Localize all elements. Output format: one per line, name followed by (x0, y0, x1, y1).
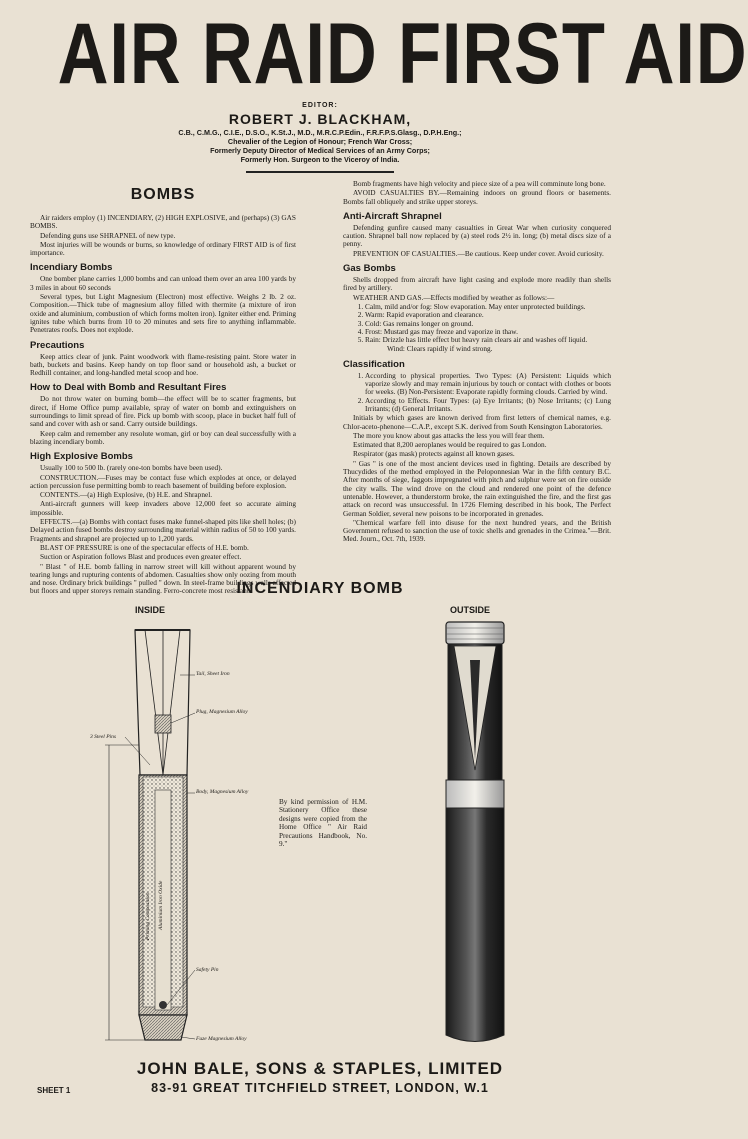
bombs-column (30, 186, 296, 597)
paragraph: WEATHER AND GAS.—Effects modified by weather as follows:— (353, 292, 555, 302)
credentials-line: Chevalier of the Legion of Honour; French War Cross; (227, 137, 413, 146)
section-heading: Gas Bombs (343, 263, 396, 275)
editor-name: ROBERT J. BLACKHAM, (228, 111, 412, 127)
tail-cap (446, 622, 504, 644)
list-item: 2. Warm: Rapid evaporation and clearance. (365, 311, 611, 319)
steel-pins-annotation: 3 Steel Pins (90, 734, 116, 740)
paragraph: Air raiders employ (1) INCENDIARY, (2) HIGH EXPLOSIVE, and (perhaps) (3) GAS BOMBS. (30, 213, 296, 231)
safety-pin-icon (159, 1001, 167, 1009)
outside-bomb-illustration (440, 620, 510, 1050)
tail-fins (135, 630, 190, 775)
paragraph: Most injuries will be wounds or burns, so knowledge of ordinary FIRST AID is of first importance. (30, 239, 296, 258)
paragraph: Defending gunfire caused many casualties in Great War when curiosity conquered caution. Shrapnel ball now replaced by (a) steel rods 2½ in. long; (b) metal discs size of a penny. (343, 222, 611, 249)
paragraph: The more you know about gas attacks the less you will fear them. (353, 430, 545, 440)
fuze (139, 1015, 187, 1040)
section-heading: High Explosive Bombs (30, 451, 133, 463)
section-heading: Precautions (30, 339, 85, 351)
list-item: 3. Cold: Gas remains longer on ground. (365, 320, 611, 328)
publisher-address: 83-91 GREAT TITCHFIELD STREET, LONDON, W.1 (151, 1081, 489, 1095)
paragraph: Shells dropped from aircraft have light casing and explode more readily than shells fired by artillery. (343, 275, 611, 293)
classification-list (365, 372, 611, 413)
inside-bomb-diagram (95, 615, 265, 1055)
list-item: 4. Frost: Mustard gas may freeze and vaporize in thaw. (365, 328, 611, 336)
plug (155, 715, 171, 733)
paragraph: Respirator (gas mask) protects against all known gases. (353, 449, 515, 459)
tail-annotation: Tail, Sheet Iron (196, 671, 230, 677)
inside-label: INSIDE (134, 605, 165, 615)
fuze-annotation: Fuze Magnesium Alloy (196, 1036, 247, 1042)
section-heading: Classification (343, 358, 405, 370)
paragraph: BLAST OF PRESSURE is one of the spectacular effects of H.E. bomb. (40, 542, 249, 552)
paragraph: Usually 100 to 500 lb. (rarely one-ton bombs have been used). (40, 463, 223, 473)
paragraph: CONSTRUCTION.—Fuses may be contact fuse which explodes at once, or delayed action percussion fuse permitting bomb to reach basement of building before explosion. (30, 472, 296, 490)
permission-note: By kind permission of H.M. Stationery Office these designs were copied from the Home Office " Air Raid Precautions Handbook, No. 9." (279, 798, 367, 849)
aluminium-annotation: Aluminium Iron Oxide (158, 880, 164, 930)
paragraph: One bomber plane carries 1,000 bombs and can unload them over an area 100 yards by 3 miles in about 60 seconds (30, 274, 296, 292)
sheet-number: SHEET 1 (37, 1086, 71, 1095)
paragraph: AVOID CASUALTIES BY.—Remaining indoors on ground floors or basements. Bombs fall obliquely and strike upper storeys. (343, 188, 611, 206)
list-item: 1. Calm, mild and/or fog: Slow evaporation. May enter unprotected buildings. (365, 303, 611, 311)
paragraph: " Blast " of H.E. bomb falling in narrow street will kill without apparent wound by tearing lungs and rupturing contents of abdomen. Casualties show only oozing from mouth and nose. Ordinary brick buildings " pulled " down. In steel-frame buildings walls affected but floors and upper storeys remain standing. Ferro-concrete most resistant. (30, 561, 296, 596)
weather-list (365, 303, 611, 344)
paragraph: Anti-aircraft gunners will keep invaders above 12,000 feet so accurate aiming impossible. (30, 499, 296, 517)
credentials-line: C.B., C.M.G., C.I.E., D.S.O., K.St.J., M.D., M.R.C.P.Edin., F.R.F.P.S.Glasg., D.P.H.Eng.; (178, 128, 462, 137)
paragraph: Defending guns use SHRAPNEL of new type. (40, 230, 176, 240)
paragraph: " Gas " is one of the most ancient devices used in fighting. Details are described by Thucydides of the method employed in the Peloponnesian War in the fifth century B.C. After months of siege, faggots impregnated with pitch and sulphur were set on fire outside the city walls. The wind drove on the cloud and rendered one point of the defence untenable. However, a thunderstorm broke, the rain extinguished the fire, and the first gas attack on record was unsuccessful. In 1726 Fleming described in his book, The Perfect German Soldier, several new poisons to be incorporated in grenades. (343, 458, 611, 518)
publisher-name: JOHN BALE, SONS & STAPLES, LIMITED (136, 1059, 504, 1078)
credentials-line: Formerly Deputy Director of Medical Services of an Army Corps; (210, 146, 430, 155)
credentials-line: Formerly Hon. Surgeon to the Viceroy of India. (240, 155, 400, 164)
diagram-title: INCENDIARY BOMB (236, 580, 404, 597)
section-heading: How to Deal with Bomb and Resultant Fires (30, 382, 227, 394)
bombs-heading: BOMBS (130, 186, 196, 203)
body-band (446, 780, 504, 808)
list-item: 2. According to Effects. Four Types: (a) Eye Irritants; (b) Nose Irritants; (c) Lung Irritants; (d) General Irritants. (365, 397, 611, 414)
paragraph: Bomb fragments have high velocity and piece size of a pea will comminute long bone. (353, 179, 606, 188)
plug-annotation: Plug, Magnesium Alloy (196, 709, 248, 715)
paragraph: "Chemical warfare fell into disuse for the next hundred years, and the British Government refused to sanction the use of toxic shells and grenades in the Crimea."—Brit. Med. Journ., Oct. 7th, 1939. (343, 517, 611, 544)
header-rule (246, 171, 394, 173)
paragraph: Several types, but Light Magnesium (Electron) most effective. Weighs 2 lb. 2 oz. Composition.—Thick tube of magnesium alloy filled with thermite (a mixture of iron oxide and aluminium, combustion of which forms molten iron). Igniter either end. Priming ignites tube which burns from 10 to 20 minutes and sets fire to anything inflammable. Penetrates roofs. Does not explode. (30, 292, 296, 335)
paragraph: Do not throw water on burning bomb—the effect will be to scatter fragments, but direct, if Home Office pump available, spray of water on bomb and extinguishers on surroundings to limit spread of fire. Pick up bomb with scoop, place in bucket half full of sand and cover with ash or sand. Carry outside buildings. (30, 394, 296, 429)
list-item: 1. According to physical properties. Two Types: (A) Persistent: Liquids which vaporize slowly and may remain injurious by touch or contact with clothes or boots for weeks. (B) Non-Persistent: Evaporate rapidly forming clouds. Carried by wind. (365, 372, 611, 397)
paragraph: Wind: Clears rapidly if wind strong. (387, 344, 493, 354)
paragraph: Keep attics clear of junk. Paint woodwork with flame-resisting paint. Store water in bath, buckets and basins. Keep handy on top floor sand or household ash, a bucket or Redhill container, and long-handled metal scoop and hoe. (30, 351, 296, 378)
paragraph: PREVENTION OF CASUALTIES.—Be cautious. Keep under cover. Avoid curiosity. (353, 248, 604, 258)
right-column (343, 180, 611, 545)
poster-title: AIR RAID FIRST AID (57, 6, 748, 102)
list-item: 5. Rain: Drizzle has little effect but heavy rain clears air and washes off liquid. (365, 336, 611, 344)
paragraph: Initials by which gases are known derived from first letters of chemical names, e.g. Chlor-aceto-phenone—C.A.P., except S.K. derived from South Kensington Laboratories. (343, 413, 611, 431)
body-annotation: Body, Magnesium Alloy (196, 789, 249, 795)
paragraph: Estimated that 8,200 aeroplanes would be required to gas London. (353, 440, 547, 450)
paragraph: EFFECTS.—(a) Bombs with contact fuses make funnel-shaped pits like shell holes; (b) Delayed action fused bombs destroy surrounding material within radius of 50 to 100 yards. Fragments and shrapnel are projected up to 1,200 yards. (30, 517, 296, 543)
safety-pin-annotation: Safety Pin (196, 967, 219, 973)
paragraph: CONTENTS.—(a) High Explosive, (b) H.E. and Shrapnel. (40, 490, 213, 500)
section-heading: Incendiary Bombs (30, 262, 113, 274)
paragraph: Keep calm and remember any resolute woman, girl or boy can deal successfully with a blazing incendiary bomb. (30, 428, 296, 446)
priming-annotation: Priming Composition (145, 892, 151, 940)
outside-label: OUTSIDE (449, 605, 490, 615)
paragraph: Suction or Aspiration follows Blast and produces even greater effect. (40, 552, 242, 562)
bomb-casing (446, 808, 504, 1042)
editor-label: EDITOR: (302, 102, 338, 109)
section-heading: Anti-Aircraft Shrapnel (343, 210, 442, 222)
